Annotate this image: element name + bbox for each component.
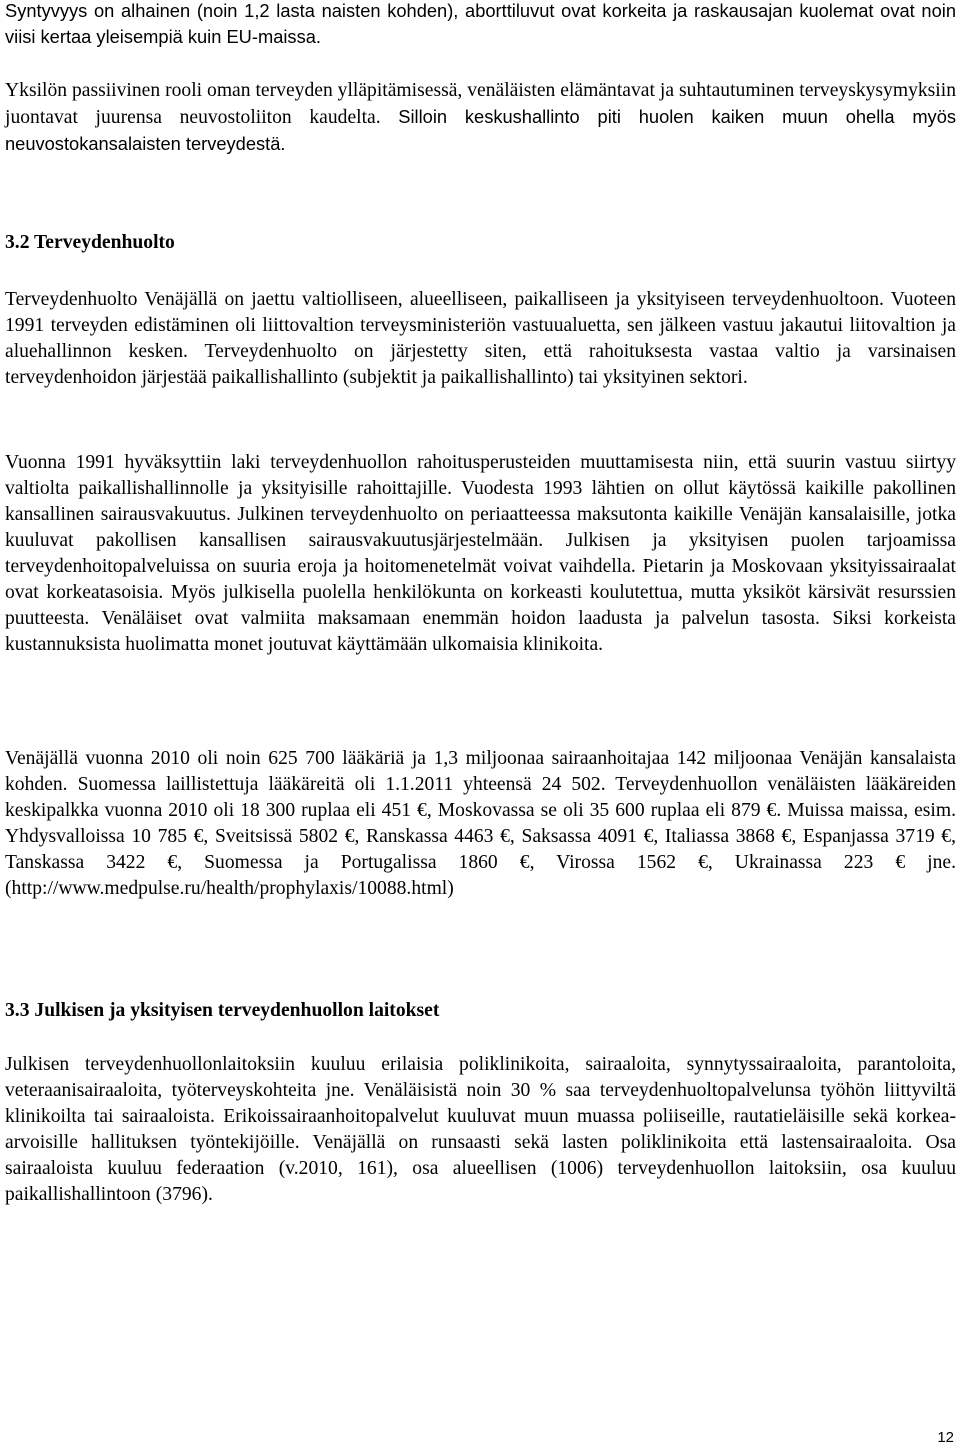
intro-paragraph: Syntyvyys on alhainen (noin 1,2 lasta naisten kohden), aborttiluvut ovat korkeita ja raskausajan kuolemat ovat noin viisi kertaa yleisempiä kuin EU-maissa.: [5, 0, 956, 47]
page-number: 12: [937, 1429, 954, 1446]
role-paragraph: [5, 78, 956, 158]
section-3-2-paragraph-3: Venäjällä vuonna 2010 oli noin 625 700 lääkäriä ja 1,3 miljoonaa sairaanhoitajaa 142 miljoonaa Venäjän kansalaista kohden. Suomessa laillistettuja lääkäreitä oli 1.1.2011 yhteensä 24 502. Terveydenhuollon venäläisten lääkäreiden keskipalkka vuonna 2010 oli 18 300 ruplaa eli 451 €, Moskovassa se oli 35 600 ruplaa eli 879 €. Muissa maissa, esim. Yhdysvalloissa 10 785 €, Sveitsissä 5802 €, Ranskassa 4463 €, Saksassa 4091 €, Italiassa 3868 €, Espanjassa 3719 €, Tanskassa 3422 €, Suomessa ja Portugalissa 1860 €, Virossa 1562 €, Ukrainassa 223 € jne. (http://www.medpulse.ru/health/prophylaxis/10088.html): [5, 748, 956, 899]
role-paragraph-serif-text: Yksilön passiivinen rooli oman terveyden ylläpitämisessä, venäläisten elämäntavat ja suhtautuminen terveyskysymyksiin juontavat juurensa neuvostoliiton kaudelta.: [5, 80, 956, 128]
section-heading-3-2: 3.2 Terveydenhuolto: [5, 232, 175, 253]
section-3-2-paragraph-1: Terveydenhuolto Venäjällä on jaettu valtiolliseen, alueelliseen, paikalliseen ja yksityiseen terveydenhuoltoon. Vuoteen 1991 terveyden edistäminen oli liittovaltion terveysministeriön vastuualuetta, sen jälkeen vastuu jakautui liitovaltion ja aluehallinnon kesken. Terveydenhuolto on järjestetty siten, että rahoituksesta vastaa valtio ja varsinaisen terveydenhoidon järjestää paikallishallinto (subjektit ja paikallishallinto) tai yksityinen sektori.: [5, 289, 956, 388]
section-3-3-paragraph-1: Julkisen terveydenhuollonlaitoksiin kuuluu erilaisia poliklinikoita, sairaaloita, synnytyssairaaloita, parantoloita, veteraanisairaaloita, työterveyskohteita jne. Venäläisistä noin 30 % saa terveydenhuoltopalvelunsa työhön liittyviltä klinikoilta tai sairaaloista. Erikoissairaanhoitopalvelut kuuluvat muun muassa poliiseille, rautatieläisille sekä korkea-arvoisille hallituksen työntekijöille. Venäjällä on runsaasti sekä lasten poliklinikoita että lastensairaaloita. Osa sairaaloista kuuluu federaation (v.2010, 161), osa alueellisen (1006) terveydenhuollon laitoksiin, osa kuuluu paikallishallintoon (3796).: [5, 1054, 956, 1205]
section-3-2-paragraph-2: Vuonna 1991 hyväksyttiin laki terveydenhuollon rahoitusperusteiden muuttamisesta niin, että suurin vastuu siirtyy valtiolta paikallishallinnolle ja yksityisille rahoittajille. Vuodesta 1993 lähtien on ollut käytössä kaikille pakollinen kansallinen sairausvakuutus. Julkinen terveydenhuolto on periaatteessa maksutonta kaikille Venäjän kansalaisille, jotka kuuluvat pakollisen kansallisen sairausvakuutusjärjestelmään. Julkisen ja yksityisen puolen tarjoamissa terveydenhoitopalveluissa on suuria eroja ja hoitomenetelmät voivat vaihdella. Pietarin ja Moskovaan yksityissairaalat ovat korkeatasoisia. Myös julkisella puolella henkilökunta on korkeasti koulutettua, mutta yksiköt kärsivät resurssien puutteesta. Venäläiset ovat valmiita maksamaan enemmän hoidon laadusta ja palvelun tasosta. Siksi korkeista kustannuksista huolimatta monet joutuvat käyttämään ulkomaisia klinikoita.: [5, 452, 956, 655]
role-paragraph-sans-text: Silloin keskushallinto piti huolen kaiken muun ohella myös neuvostokansalaisten terveydestä.: [5, 106, 956, 154]
section-heading-3-3: 3.3 Julkisen ja yksityisen terveydenhuollon laitokset: [5, 1000, 440, 1021]
